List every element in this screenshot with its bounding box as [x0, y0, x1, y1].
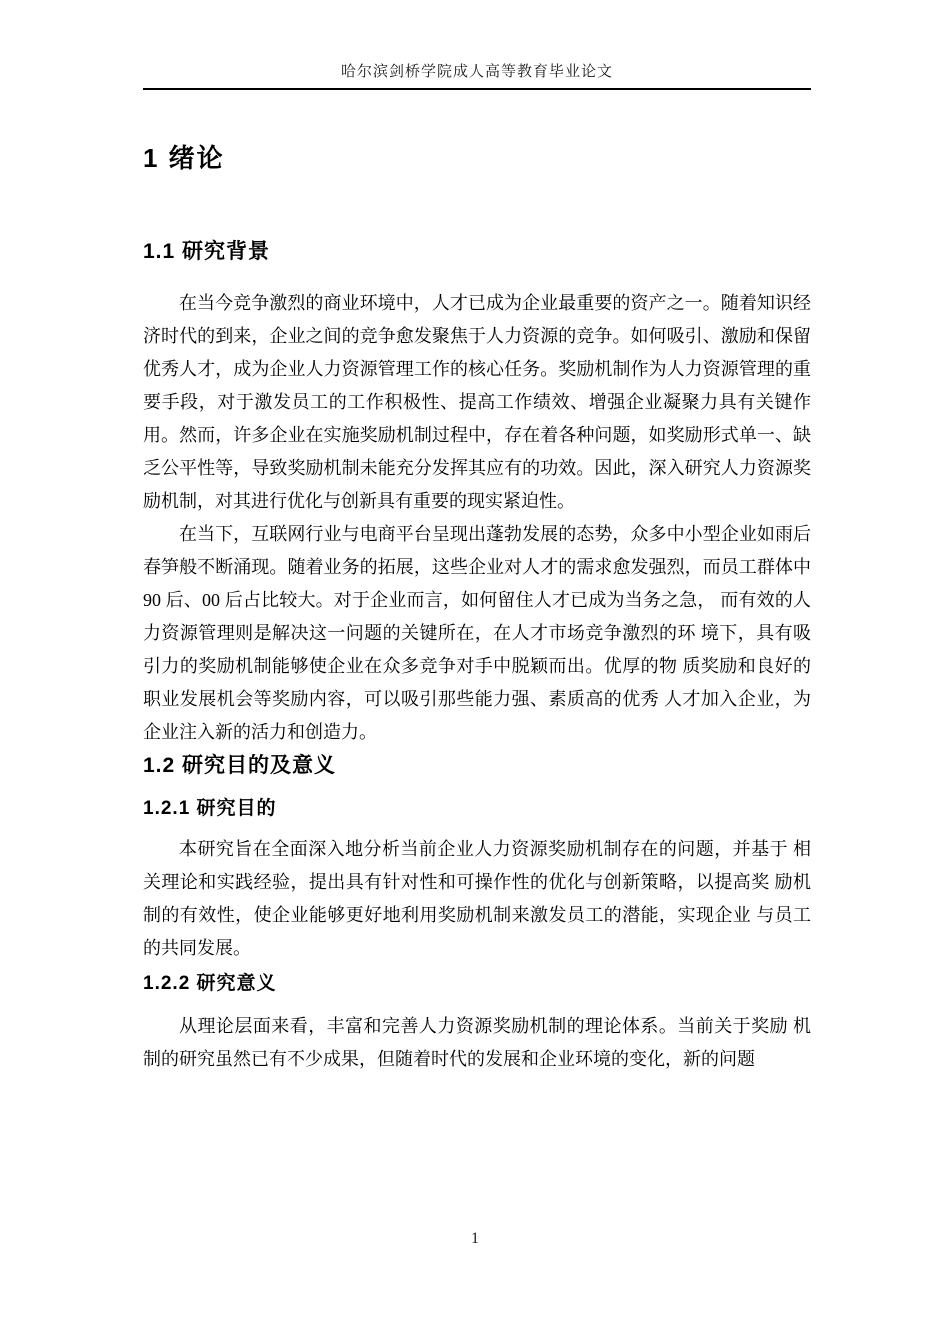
page-header	[143, 0, 811, 90]
header-rule	[143, 88, 811, 90]
section-heading-research-background: 1.1 研究背景	[143, 240, 271, 263]
paragraph-research-significance: 从理论层面来看，丰富和完善人力资源奖励机制的理论体系。当前关于奖励 机制的研究虽然已有不少成果，但随着时代的发展和企业环境的变化，新的问题	[143, 1016, 811, 1069]
header-title: 哈尔滨剑桥学院成人高等教育毕业论文	[340, 64, 613, 80]
chapter-title: 1 绪论	[143, 143, 225, 173]
paragraph-research-purpose: 本研究旨在全面深入地分析当前企业人力资源奖励机制存在的问题，并基于 相关理论和实践经验，提出具有针对性和可操作性的优化与创新策略，以提高奖 励机制的有效性，使企业能够更好地利用奖励机制来激发员工的潜能，实现企业 与员工的共同发展。	[143, 839, 811, 958]
paragraph-background-2: 在当下，互联网行业与电商平台呈现出蓬勃发展的态势，众多中小型企业如雨后春笋般不断涌现。随着业务的拓展，这些企业对人才的需求愈发强烈，而员工群体中 90 后、00 后占比较大。对于企业而言，如何留住人才已成为当务之急， 而有效的人力资源管理则是解决这一问题的关键所在，在人才市场竞争激烈的环 境下，具有吸引力的奖励机制能够使企业在众多竞争对手中脱颖而出。优厚的物 质奖励和良好的职业发展机会等奖励内容，可以吸引那些能力强、素质高的优秀 人才加入企业，为企业注入新的活力和创造力。	[143, 524, 811, 742]
paragraph-background-1: 在当今竞争激烈的商业环境中，人才已成为企业最重要的资产之一。随着知识经济时代的到来，企业之间的竞争愈发聚焦于人力资源的竞争。如何吸引、激励和保留优秀人才，成为企业人力资源管理工作的核心任务。奖励机制作为人力资源管理的重要手段，对于激发员工的工作积极性、提高工作绩效、增强企业凝聚力具有关键作用。然而，许多企业在实施奖励机制过程中，存在着各种问题，如奖励形式单一、缺乏公平性等，导致奖励机制未能充分发挥其应有的功效。因此，深入研究人力资源奖励机制，对其进行优化与创新具有重要的现实紧迫性。	[143, 293, 811, 511]
page-number: 1	[471, 1230, 479, 1247]
subsection-heading-research-purpose: 1.2.1 研究目的	[143, 798, 277, 819]
section-heading-purpose-and-significance: 1.2 研究目的及意义	[143, 754, 337, 777]
page-footer	[0, 1230, 950, 1248]
subsection-heading-research-significance: 1.2.2 研究意义	[143, 973, 277, 994]
